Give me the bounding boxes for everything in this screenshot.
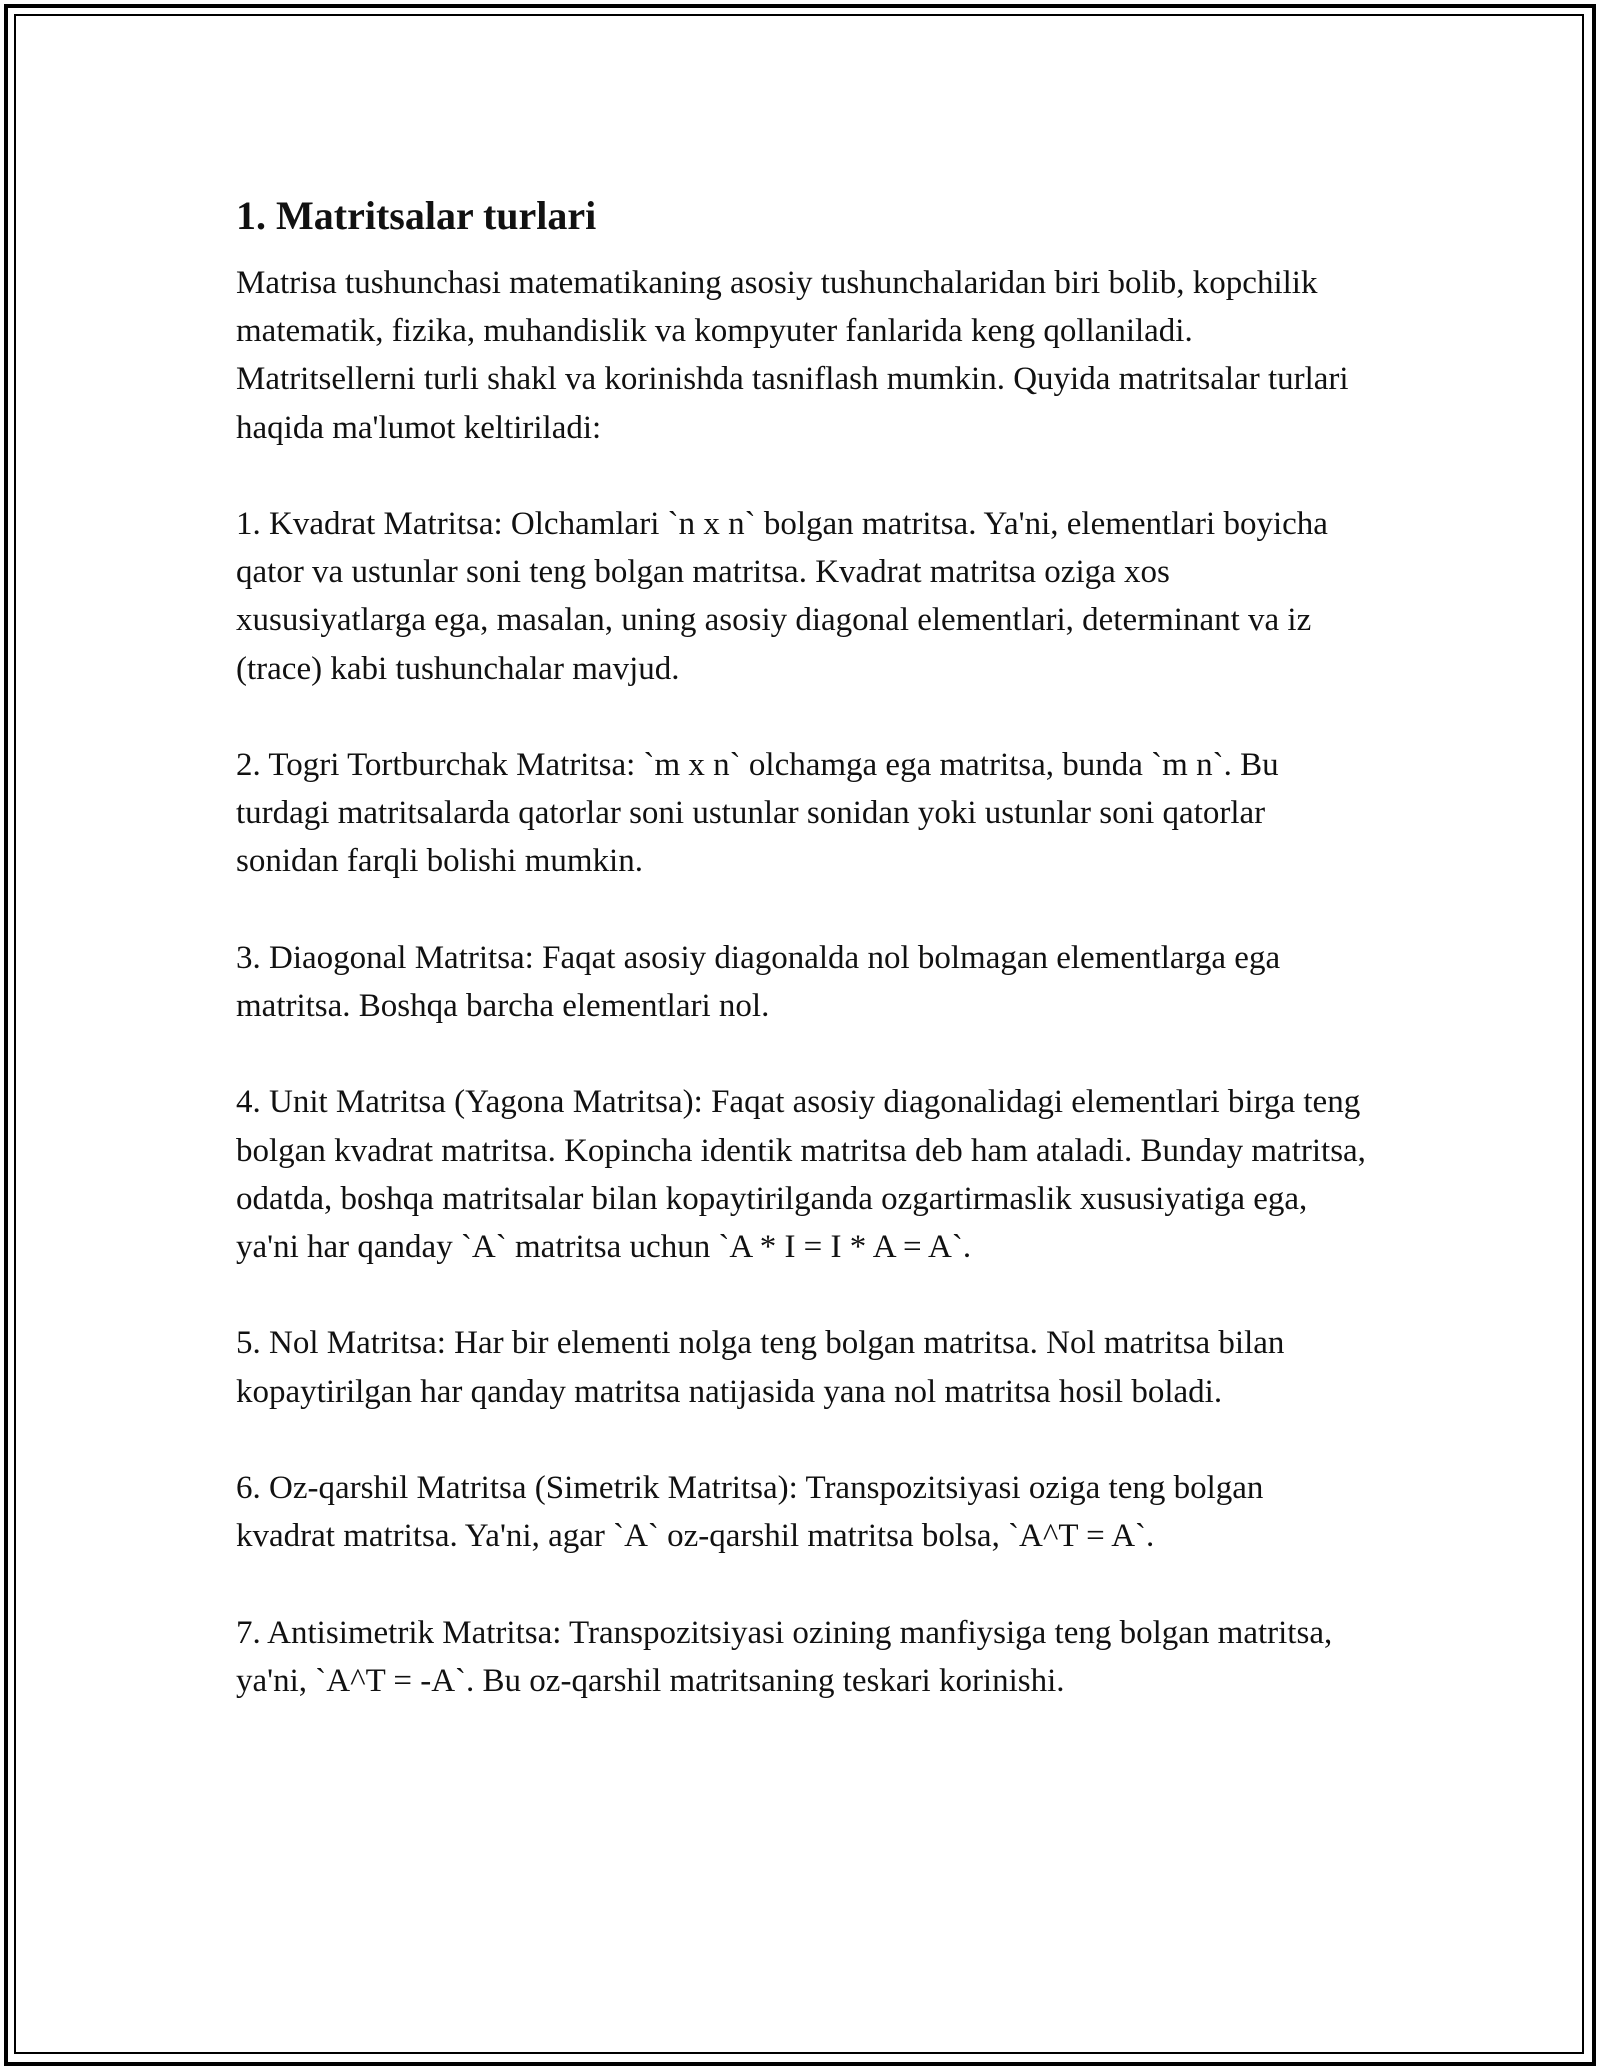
list-item-antisymmetric-matrix: 7. Antisimetrik Matritsa: Transpozitsiyasi ozining manfiysiga teng bolgan matritsa, ya'ni, `A^T = -A`. Bu oz-qarshil matritsaning teskari korinishi. bbox=[236, 1614, 1333, 1699]
list-item-square-matrix: 1. Kvadrat Matritsa: Olchamlari `n x n` bolgan matritsa. Ya'ni, elementlari boyicha qator va ustunlar soni teng bolgan matritsa. Kvadrat matritsa oziga xos xususiyatlarga ega, masalan, uning asosiy diagonal elementlari, determinant va iz (trace) kabi tushunchalar mavjud. bbox=[236, 506, 1328, 687]
list-item-diagonal-matrix: 3. Diaogonal Matritsa: Faqat asosiy diagonalda nol bolmagan elementlarga ega matritsa. Boshqa barcha elementlari nol. bbox=[236, 939, 1281, 1024]
document-body bbox=[236, 180, 1366, 1753]
list-item-rectangular-matrix: 2. Togri Tortburchak Matritsa: `m x n` olchamga ega matritsa, bunda `m n`. Bu turdagi matritsalarda qatorlar soni ustunlar sonidan yoki ustunlar soni qatorlar sonidan farqli bolishi mumkin. bbox=[236, 747, 1279, 880]
list-item-unit-matrix: 4. Unit Matritsa (Yagona Matritsa): Faqat asosiy diagonalidagi elementlari birga teng bolgan kvadrat matritsa. Kopincha identik matritsa deb ham ataladi. Bunday matritsa, odatda, boshqa matritsalar bilan kopaytirilganda ozgartirmaslik xususiyatiga ega, ya'ni har qanday `A` matritsa uchun `A * I = I * A = A`. bbox=[236, 1084, 1366, 1265]
list-item-zero-matrix: 5. Nol Matritsa: Har bir elementi nolga teng bolgan matritsa. Nol matritsa bilan kopaytirilgan har qanday matritsa natijasida yana nol matritsa hosil boladi. bbox=[236, 1325, 1285, 1410]
intro-paragraph: Matrisa tushunchasi matematikaning asosiy tushunchalaridan biri bolib, kopchilik matematik, fizika, muhandislik va kompyuter fanlarida keng qollaniladi. Matritsellerni turli shakl va korinishda tasniflash mumkin. Quyida matritsalar turlari haqida ma'lumot keltiriladi: bbox=[236, 265, 1349, 446]
section-heading: 1. Matritsalar turlari bbox=[236, 193, 597, 238]
list-item-symmetric-matrix: 6. Oz-qarshil Matritsa (Simetrik Matritsa): Transpozitsiyasi oziga teng bolgan kvadrat matritsa. Ya'ni, agar `A` oz-qarshil matritsa bolsa, `A^T = A`. bbox=[236, 1469, 1264, 1555]
